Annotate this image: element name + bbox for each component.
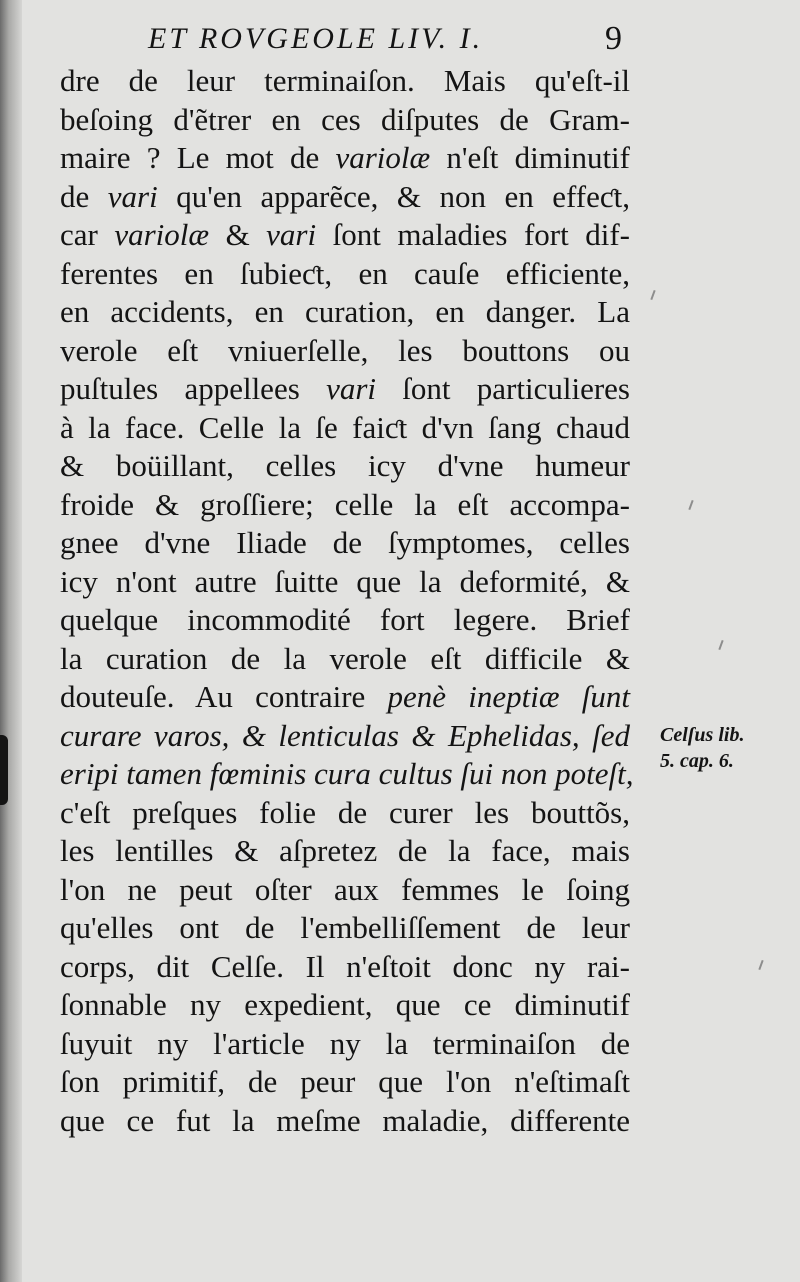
text-line: que ce fut la meſme maladie, differente [60, 1102, 630, 1138]
text-line [60, 139, 630, 178]
text-line: corps, dit Celſe. Il n'eſtoit donc ny rai- [60, 948, 630, 984]
italic-term: vari [326, 371, 376, 406]
text-segment: & [209, 217, 267, 252]
text-line: ſon primitif, de peur que l'on n'eſtimaſt [60, 1064, 630, 1099]
text-segment: qu'en apparẽce, & non en effeƈt, [157, 178, 630, 214]
italic-term: vari [107, 178, 158, 214]
text-line [60, 370, 630, 409]
text-line: ſonnable ny expedient, que ce diminutif [60, 987, 630, 1022]
text-line: quelque incommodité fort legere. Brief [60, 602, 630, 637]
paper-speck [650, 290, 655, 300]
text-line: gnee d'vne Iliade de ſymptomes, celles [60, 525, 630, 560]
text-line: à la face. Celle la ſe faiƈt d'vn ſang chaud [60, 409, 630, 445]
latin-quote-line: curare varos, & lenticulas & Ephelidas, ſed [60, 717, 630, 753]
text-line: verole eſt vniuerſelle, les bouttons ou [60, 332, 630, 368]
text-segment: maire ? Le mot de [60, 140, 336, 175]
text-line: la curation de la verole eſt difficile & [60, 640, 630, 676]
text-segment: ſont particulieres [376, 371, 630, 406]
text-segment: douteuſe. Au contraire [60, 679, 388, 714]
running-title: ET ROVGEOLE LIV. I. [148, 22, 484, 55]
italic-term: vari [266, 217, 317, 252]
italic-term: variolæ [335, 140, 431, 175]
margin-citation [660, 722, 780, 774]
text-line: ferentes en ſubieƈt, en cauſe efficiente, [60, 255, 630, 291]
italic-term: variolæ [114, 217, 210, 252]
latin-quote-line: eripi tamen fœminis cura cultus ſui non poteſt, [60, 756, 634, 791]
text-segment: de [60, 178, 108, 214]
text-line: beſoing d'ẽtrer en ces diſputes de Gram- [60, 101, 630, 137]
text-line: l'on ne peut oſter aux femmes le ſoing [60, 871, 630, 907]
text-line: c'eſt preſques folie de curer les bouttõs, [60, 794, 630, 830]
text-line: icy n'ont autre ſuitte que la deformité, & [60, 563, 630, 599]
text-segment: n'eſt diminutif [430, 140, 630, 175]
text-line [60, 216, 630, 255]
paper-speck [688, 500, 693, 510]
text-segment: car [60, 217, 115, 252]
page-number: 9 [605, 20, 622, 57]
text-line: en accidents, en curation, en danger. La [60, 294, 630, 329]
text-segment: ſont maladies fort dif- [316, 217, 630, 252]
text-line: les lentilles & aſpretez de la face, mais [60, 833, 630, 868]
binding-shadow [0, 0, 22, 1282]
binding-mark [0, 735, 8, 805]
text-line: ſuyuit ny l'article ny la terminaiſon de [60, 1025, 630, 1061]
text-line: & boüillant, celles icy d'vne humeur [60, 448, 630, 483]
text-line [60, 678, 630, 717]
body-text [60, 62, 634, 1140]
text-line: froide & groſſiere; celle la eſt accompa- [60, 486, 630, 522]
italic-quote: penè ineptiæ ſunt [387, 679, 630, 714]
text-segment: puſtules appellees [60, 371, 327, 406]
text-line [60, 178, 630, 217]
text-line: qu'elles ont de l'embelliſſement de leur [60, 910, 630, 945]
text-line: dre de leur terminaiſon. Mais qu'eſt-il [60, 63, 630, 98]
paper-speck [758, 960, 763, 970]
margin-citation-line: Celſus lib. [660, 724, 745, 746]
paper-speck [718, 640, 723, 650]
margin-citation-line: 5. cap. 6. [660, 750, 734, 772]
